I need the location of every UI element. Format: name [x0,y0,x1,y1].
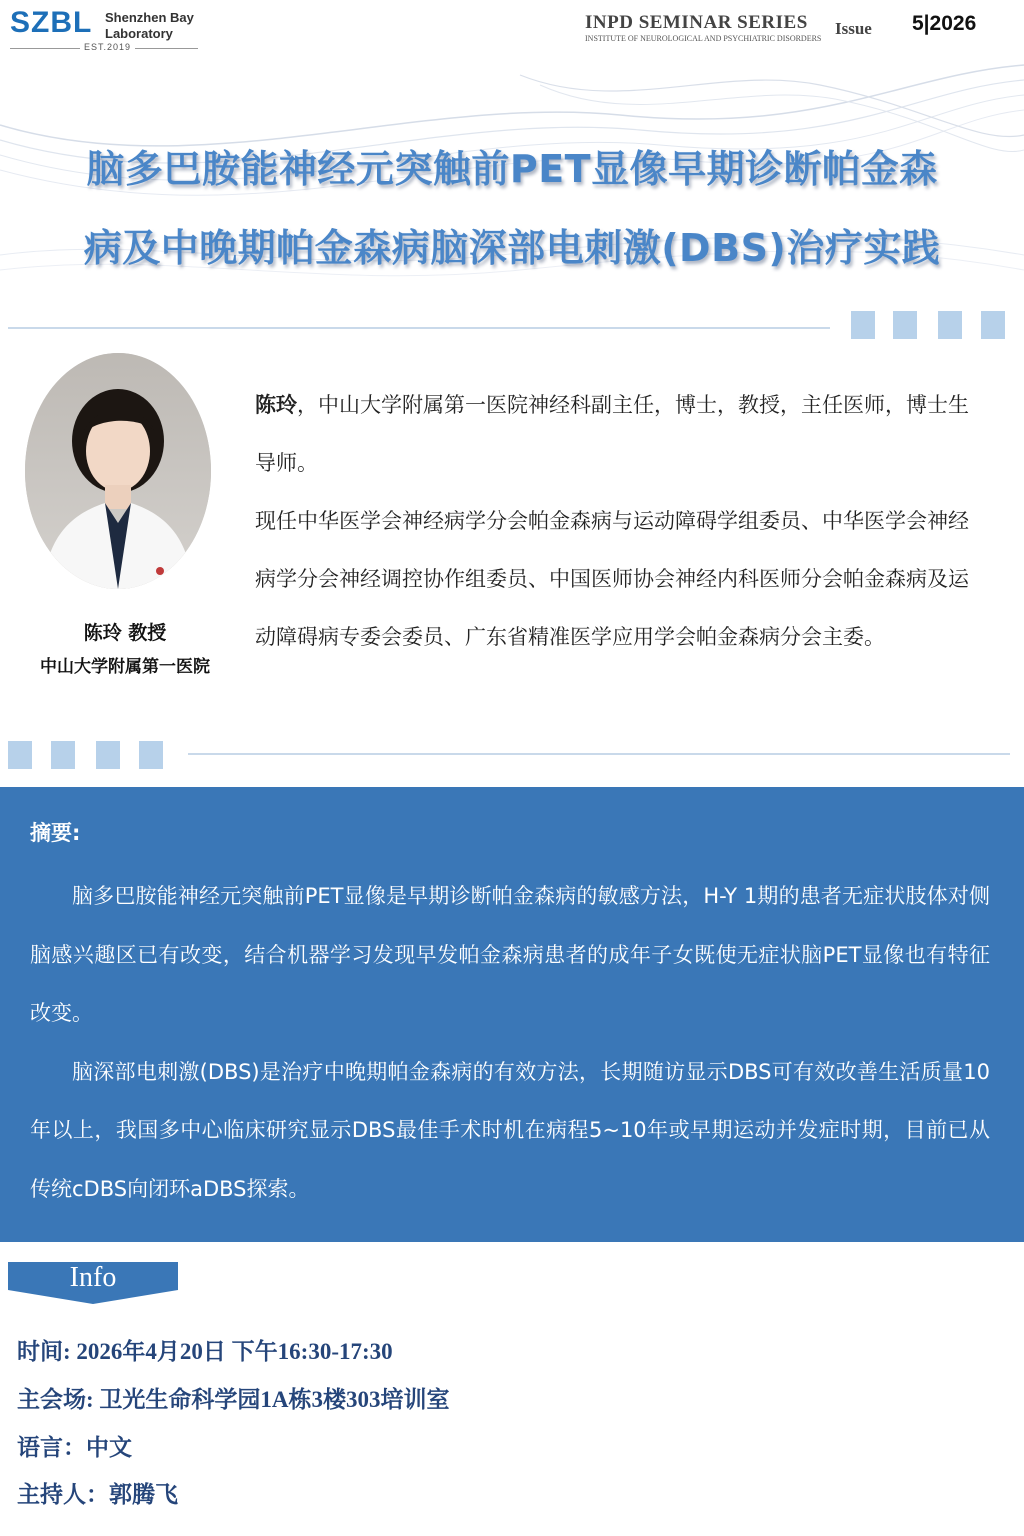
deco-square [938,311,962,339]
bio-name: 陈玲 [255,393,297,417]
issue-label: Issue [835,19,872,38]
bottom-divider [188,753,1010,755]
info-language: 语言：中文 [17,1435,132,1460]
bio-paragraph-1 [255,376,975,492]
bio-p1-text: ，中山大学附属第一医院神经科副主任，博士，教授，主任医师，博士生导师。 [255,393,969,475]
abstract-paragraph-2: 脑深部电刺激(DBS)是治疗中晚期帕金森病的有效方法，长期随访显示DBS可有效改善生活质量10年以上，我国多中心临床研究显示DBS最佳手术时机在病程5~10年或早期运动并发症时期，目前已从传统cDBS向闭环aDBS探索。 [30,1059,990,1201]
deco-square [51,741,75,769]
deco-square [8,741,32,769]
info-time: 时间: 2026年4月20日 下午16:30-17:30 [17,1339,393,1364]
series-title: INPD SEMINAR SERIES [585,12,808,33]
speaker-caption-name: 陈玲 教授 [83,622,167,644]
abstract-heading: 摘要: [30,821,81,845]
info-tab-label: Info [69,1262,117,1293]
speaker-bio [255,376,975,666]
deco-square [851,311,875,339]
deco-square [981,311,1005,339]
logo-mark: SZBL [10,6,93,39]
logo-name-line2: Laboratory [105,26,173,41]
deco-square [139,741,163,769]
abstract-body [30,867,990,1218]
deco-square [893,311,917,339]
series-subtitle: INSTITUTE OF NEUROLOGICAL AND PSYCHIATRIC DISORDERS [585,34,822,43]
logo-name-line1: Shenzhen Bay [105,10,194,25]
speaker-photo [25,353,211,589]
speaker-caption-org: 中山大学附属第一医院 [40,657,210,677]
seminar-title-line2: 病及中晚期帕金森病脑深部电刺激(DBS)治疗实践 [83,226,941,270]
info-host: 主持人：郭腾飞 [17,1482,178,1507]
abstract-paragraph-1: 脑多巴胺能神经元突触前PET显像是早期诊断帕金森病的敏感方法，H-Y 1期的患者无症状肢体对侧脑感兴趣区已有改变，结合机器学习发现早发帕金森病患者的成年子女既使无症状脑PET显像也有特征改变。 [30,884,990,1025]
szbl-logo [10,6,200,54]
logo-est: EST.2019 [80,42,135,52]
bio-paragraph-2: 现任中华医学会神经病学分会帕金森病与运动障碍学组委员、中华医学会神经病学分会神经调控协作组委员、中国医师协会神经内科医师分会帕金森病及运动障碍病专委会委员、广东省精准医学应用学会帕金森病分会主委。 [255,509,969,649]
issue-number: 5|2026 [912,12,977,35]
seminar-title-line1: 脑多巴胺能神经元突触前PET显像早期诊断帕金森 [86,147,938,191]
abstract-panel [0,787,1024,1242]
speaker-portrait-icon [25,353,211,589]
deco-square [96,741,120,769]
info-venue: 主会场: 卫光生命科学园1A栋3楼303培训室 [17,1387,450,1412]
top-divider [8,327,830,329]
info-tab [8,1262,178,1304]
